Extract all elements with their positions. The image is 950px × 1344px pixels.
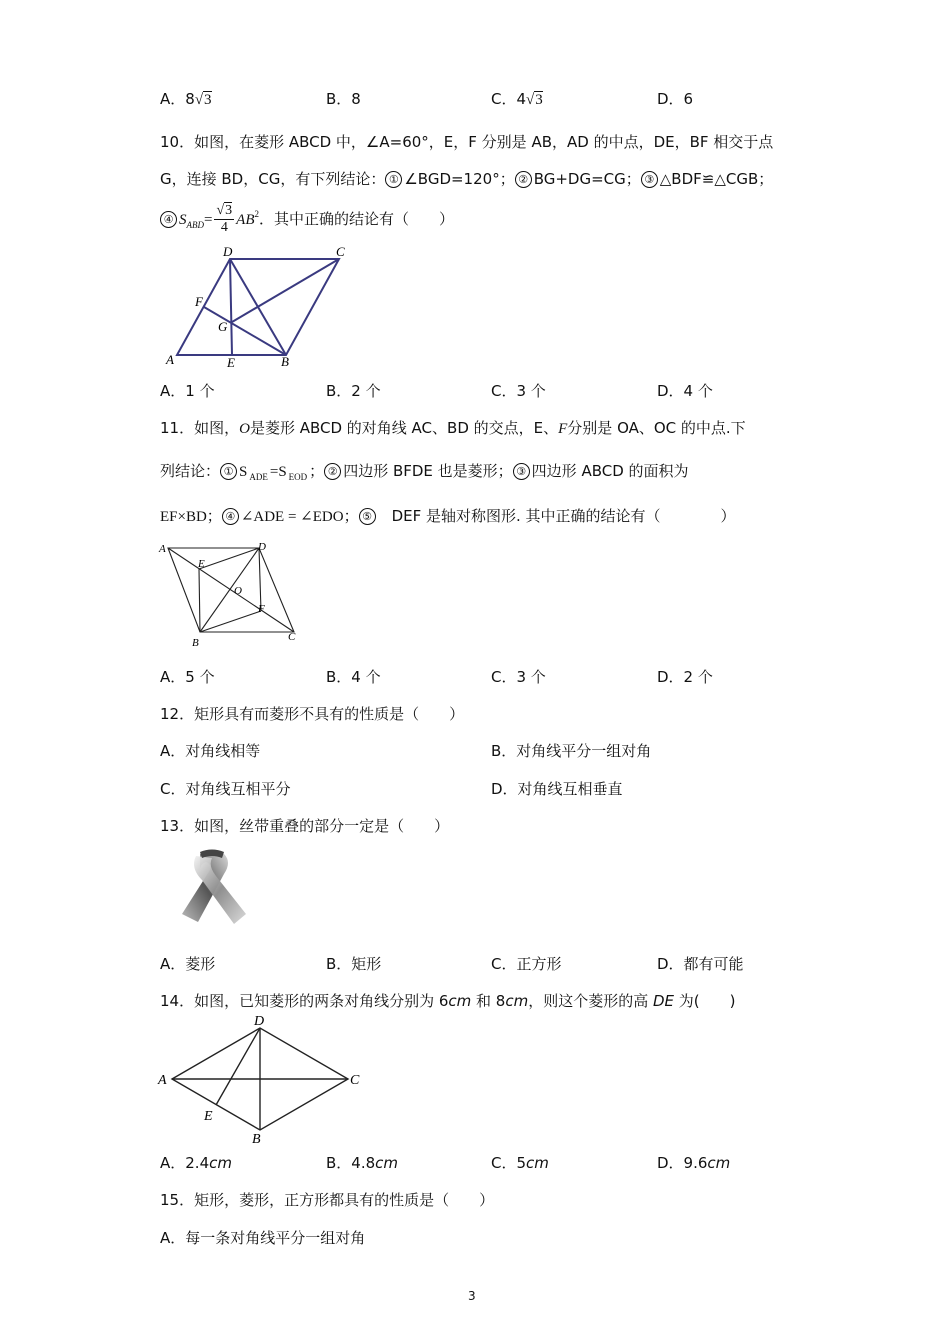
- q14-label-c: C: [350, 1073, 360, 1088]
- q10-label-e: E: [227, 355, 235, 370]
- q11-stem-line3: EF×BD； ④ ∠ADE = ∠EDO； ⑤ DEF 是轴对称图形. 其中正确的结论有（ ）: [160, 507, 736, 525]
- q10-option-b: B．2 个: [326, 382, 381, 400]
- q10-stem-line2: G，连接 BD，CG，有下列结论： ① ∠BGD=120°； ② BG+DG=CG； ③ △BDF≌△CGB；: [160, 170, 774, 188]
- q13-option-a: A．菱形: [160, 955, 216, 973]
- q13-option-b: B．矩形: [326, 955, 382, 973]
- q10-label-d: D: [223, 244, 233, 259]
- q14-rhombus-figure: [156, 1012, 371, 1146]
- q14-option-a: A．2.4cm: [160, 1154, 232, 1172]
- q10-label-g: G: [218, 319, 228, 334]
- q14-option-d: D．9.6cm: [657, 1154, 731, 1172]
- q10-stem-line3: ④ $S_{ABD}=$ $\frac{√3}{4}$ $AB^2$．其中正确的结论有（ ）: [160, 203, 454, 236]
- q11-option-c: C．3 个: [491, 668, 546, 686]
- ribbon-image: [172, 848, 248, 934]
- q9-option-d: D．6: [657, 90, 694, 108]
- q11-label-e: E: [198, 558, 205, 570]
- q10-label-a: A: [166, 352, 174, 367]
- q12-stem: 12．矩形具有而菱形不具有的性质是（ ）: [160, 705, 465, 723]
- q11-rhombus-figure: [158, 538, 308, 650]
- q11-label-f: F: [258, 603, 265, 615]
- q13-stem: 13．如图，丝带重叠的部分一定是（ ）: [160, 817, 450, 835]
- q14-option-b: B．4.8cm: [326, 1154, 399, 1172]
- q15-option-a: A．每一条对角线平分一组对角: [160, 1229, 366, 1247]
- q12-option-a: A．对角线相等: [160, 742, 261, 760]
- q13-option-c: C．正方形: [491, 955, 562, 973]
- q11-option-d: D．2 个: [657, 668, 713, 686]
- q10-option-d: D．4 个: [657, 382, 713, 400]
- q11-label-d: D: [258, 541, 266, 553]
- q14-stem: 14．如图，已知菱形的两条对角线分别为 6cm 和 8cm，则这个菱形的高 DE 为( ): [160, 992, 736, 1010]
- q10-rhombus-figure: [160, 240, 360, 370]
- q14-label-e: E: [204, 1109, 213, 1124]
- q10-option-c: C．3 个: [491, 382, 546, 400]
- q11-option-b: B．4 个: [326, 668, 381, 686]
- q11-stem-line2: 列结论： ① S $_{ADE}$ =S $_{EOD}$ ； ② 四边形 BFDE 也是菱形； ③ 四边形 ABCD 的面积为: [160, 462, 689, 482]
- q11-label-o: O: [234, 585, 242, 597]
- q11-stem-line1: 11．如图，O是菱形 ABCD 的对角线 AC、BD 的交点，E、F分别是 OA、OC 的中点.下: [160, 419, 746, 437]
- q11-option-a: A．5 个: [160, 668, 215, 686]
- q10-label-f: F: [195, 294, 203, 309]
- fraction-sqrt3-over-4: $\frac{√3}{4}$: [216, 203, 233, 235]
- q10-label-c: C: [336, 244, 345, 259]
- q12-option-b: B．对角线平分一组对角: [491, 742, 652, 760]
- q14-label-d: D: [254, 1014, 265, 1029]
- q9-option-c: C．4√3: [491, 90, 543, 108]
- q10-option-a: A．1 个: [160, 382, 215, 400]
- q9-option-b: B．8: [326, 90, 361, 108]
- q11-label-c: C: [288, 631, 296, 643]
- q12-option-d: D．对角线互相垂直: [491, 780, 623, 798]
- q12-option-c: C．对角线互相平分: [160, 780, 291, 798]
- q9-option-a: A．8√3: [160, 90, 212, 108]
- q11-label-a: A: [159, 543, 166, 555]
- q15-stem: 15．矩形，菱形，正方形都具有的性质是（ ）: [160, 1191, 495, 1209]
- q14-option-c: C．5cm: [491, 1154, 549, 1172]
- q14-label-b: B: [252, 1132, 261, 1146]
- q10-stem-line1: 10．如图，在菱形 ABCD 中，∠A=60°，E，F 分别是 AB，AD 的中点，DE，BF 相交于点: [160, 133, 774, 151]
- q10-label-b: B: [281, 354, 289, 369]
- q14-label-a: A: [158, 1073, 167, 1088]
- q11-label-b: B: [192, 637, 199, 649]
- q13-option-d: D．都有可能: [657, 955, 744, 973]
- page-number: 3: [468, 1289, 476, 1303]
